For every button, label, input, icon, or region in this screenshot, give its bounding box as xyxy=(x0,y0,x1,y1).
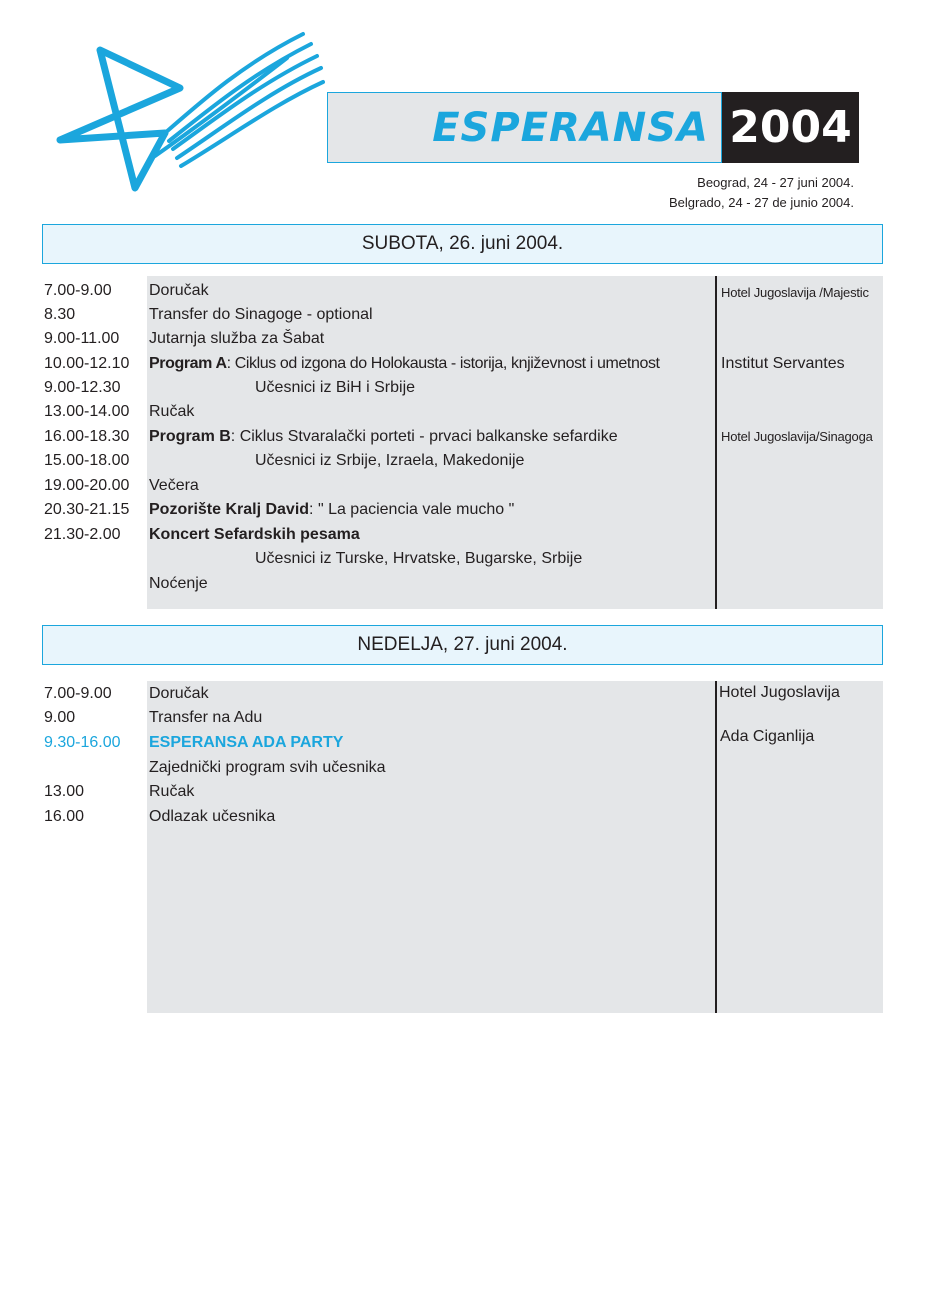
row-event xyxy=(149,425,618,449)
row-event: ESPERANSA ADA PARTY xyxy=(149,734,344,751)
row-event: Učesnici iz Turske, Hrvatske, Bugarske, Srbije xyxy=(255,550,583,567)
schedule-row xyxy=(0,327,926,351)
row-event: Učesnici iz BiH i Srbije xyxy=(255,379,416,396)
brand-box xyxy=(327,92,722,163)
brand-year-box xyxy=(722,92,859,163)
row-event: Transfer na Adu xyxy=(149,709,263,726)
row-time: 20.30-21.15 xyxy=(44,501,130,518)
schedule-row xyxy=(0,780,926,804)
row-time: 9.00 xyxy=(44,709,76,726)
row-time: 10.00-12.10 xyxy=(44,355,130,372)
row-time: 9.00-11.00 xyxy=(44,330,120,347)
schedule-row xyxy=(0,474,926,498)
brand-year: 2004 xyxy=(729,102,852,153)
row-time: 9.00-12.30 xyxy=(44,379,121,396)
schedule-row xyxy=(0,449,926,473)
row-event: Ručak xyxy=(149,783,195,800)
event-title: Program A xyxy=(149,355,227,372)
schedule-row xyxy=(0,400,926,424)
event-title: Pozorište Kralj David xyxy=(149,501,310,518)
row-time: 16.00 xyxy=(44,808,85,825)
row-event: Jutarnja služba za Šabat xyxy=(149,330,325,347)
brand-name: ESPERANSA xyxy=(432,105,709,151)
row-event: Zajednički program svih učesnika xyxy=(149,759,386,776)
schedule-row xyxy=(0,805,926,829)
row-event xyxy=(149,498,514,522)
venue-label: Ada Ciganlija xyxy=(720,728,815,745)
row-time: 13.00 xyxy=(44,783,85,800)
row-event: Doručak xyxy=(149,282,209,299)
row-event: Ručak xyxy=(149,403,195,420)
event-description: : Ciklus Stvaralački porteti - prvaci balkanske sefardike xyxy=(230,428,618,445)
venue-label: Hotel Jugoslavija /Majestic xyxy=(721,285,869,300)
row-event xyxy=(149,352,660,376)
row-time: 8.30 xyxy=(44,306,76,323)
schedule-row xyxy=(0,303,926,327)
row-time: 9.30-16.00 xyxy=(44,734,121,751)
row-time: 7.00-9.00 xyxy=(44,282,112,299)
place-date-spanish: Belgrado, 24 - 27 de junio 2004. xyxy=(668,195,854,210)
event-title: Program B xyxy=(149,428,231,445)
row-event: Učesnici iz Srbije, Izraela, Makedonije xyxy=(255,452,525,469)
row-time: 13.00-14.00 xyxy=(44,403,130,420)
saturday-header: SUBOTA, 26. juni 2004. xyxy=(42,224,883,264)
row-time: 19.00-20.00 xyxy=(44,477,130,494)
schedule-row xyxy=(0,756,926,780)
row-time: 15.00-18.00 xyxy=(44,452,130,469)
schedule-row xyxy=(0,523,926,547)
venue-label: Hotel Jugoslavija xyxy=(719,684,840,701)
event-description: : Ciklus od izgona do Holokausta - istorija, književnost i umetnost xyxy=(226,355,660,372)
row-event: Večera xyxy=(149,477,199,494)
schedule-row xyxy=(0,498,926,522)
row-time: 21.30-2.00 xyxy=(44,526,121,543)
schedule-row xyxy=(0,376,926,400)
event-description: : " La paciencia vale mucho " xyxy=(309,501,515,518)
venue-label: Hotel Jugoslavija/Sinagoga xyxy=(721,429,873,444)
row-event: Doručak xyxy=(149,685,209,702)
row-time: 7.00-9.00 xyxy=(44,685,112,702)
esperansa-logo xyxy=(55,28,325,193)
place-date-serbian: Beograd, 24 - 27 juni 2004. xyxy=(697,175,854,190)
sunday-header: NEDELJA, 27. juni 2004. xyxy=(42,625,883,665)
schedule-row xyxy=(0,572,926,596)
venue-label: Institut Servantes xyxy=(721,355,845,372)
row-event: Koncert Sefardskih pesama xyxy=(149,526,360,543)
schedule-row xyxy=(0,547,926,571)
row-time: 16.00-18.30 xyxy=(44,428,130,445)
row-event: Odlazak učesnika xyxy=(149,808,276,825)
row-event: Noćenje xyxy=(149,575,208,592)
row-event: Transfer do Sinagoge - optional xyxy=(149,306,373,323)
